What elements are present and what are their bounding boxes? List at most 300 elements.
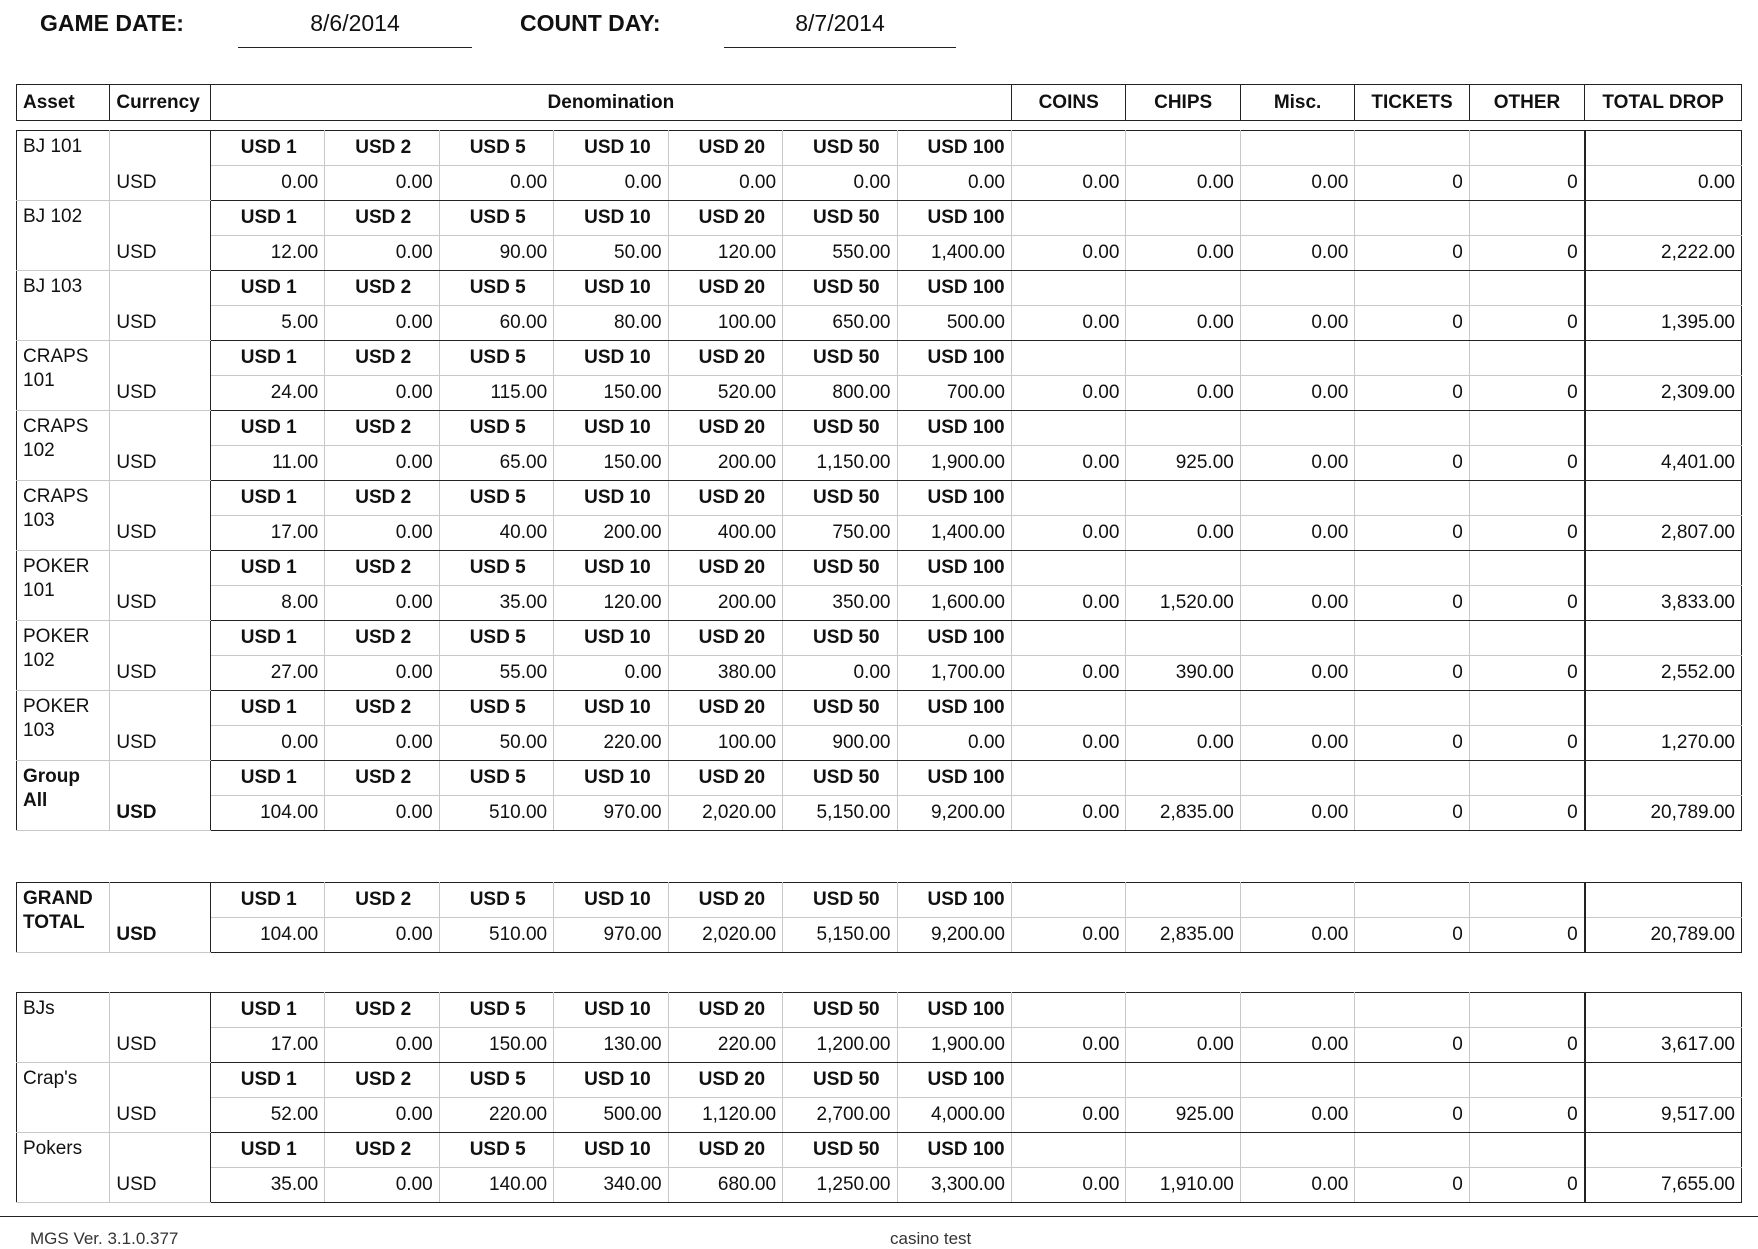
denomination-label: USD 2: [325, 761, 439, 796]
denomination-label: USD 50: [783, 201, 897, 236]
denomination-label: USD 1: [210, 201, 324, 236]
denomination-label: USD 1: [210, 271, 324, 306]
denomination-label: USD 20: [668, 201, 782, 236]
denomination-label: USD 100: [897, 341, 1011, 376]
tickets-value: 0: [1355, 516, 1469, 551]
denomination-value: 0.00: [783, 166, 897, 201]
denomination-label: USD 10: [554, 993, 668, 1028]
denomination-label: USD 1: [210, 481, 324, 516]
denomination-label: USD 5: [439, 1133, 553, 1168]
denomination-label: USD 1: [210, 411, 324, 446]
asset-value-row: [17, 446, 1742, 481]
tickets-column-header: TICKETS: [1355, 85, 1469, 121]
tickets-value: 0: [1355, 166, 1469, 201]
asset-value-row: [17, 656, 1742, 691]
total-drop-value: 4,401.00: [1585, 446, 1742, 481]
denomination-value: 0.00: [439, 166, 553, 201]
report-footer: [0, 1216, 1758, 1248]
total-drop-value: 3,833.00: [1585, 586, 1742, 621]
denomination-label: USD 100: [897, 1063, 1011, 1098]
denomination-label: USD 50: [783, 551, 897, 586]
asset-currency: USD: [110, 551, 210, 621]
asset-name: Crap's: [17, 1063, 110, 1133]
denomination-label: USD 2: [325, 691, 439, 726]
asset-value-row: [17, 586, 1742, 621]
denomination-value: 115.00: [439, 376, 553, 411]
denomination-value: 11.00: [210, 446, 324, 481]
misc-value: 0.00: [1240, 796, 1354, 831]
tickets-value: 0: [1355, 1028, 1469, 1063]
denomination-value: 150.00: [554, 376, 668, 411]
asset-value-row: [17, 516, 1742, 551]
version-label: MGS Ver. 3.1.0.377: [30, 1229, 179, 1248]
denomination-label: USD 2: [325, 993, 439, 1028]
asset-currency: USD: [110, 201, 210, 271]
denomination-label: USD 5: [439, 131, 553, 166]
tickets-value: 0: [1355, 656, 1469, 691]
asset-currency: USD: [110, 883, 210, 953]
denomination-label: USD 1: [210, 551, 324, 586]
total-drop-value: 9,517.00: [1585, 1098, 1742, 1133]
total-drop-value: 1,395.00: [1585, 306, 1742, 341]
denomination-label: USD 2: [325, 201, 439, 236]
denomination-label: USD 100: [897, 271, 1011, 306]
asset-value-row: [17, 1098, 1742, 1133]
other-value: 0: [1469, 1168, 1584, 1203]
denomination-label: USD 1: [210, 761, 324, 796]
chips-value: 0.00: [1126, 1028, 1240, 1063]
game-date-value: 8/6/2014: [238, 10, 472, 48]
denomination-value: 2,020.00: [668, 796, 782, 831]
denomination-value: 150.00: [554, 446, 668, 481]
chips-value: 1,910.00: [1126, 1168, 1240, 1203]
total-drop-value: 2,807.00: [1585, 516, 1742, 551]
asset-name: GRAND TOTAL: [17, 883, 110, 953]
denomination-label: USD 20: [668, 271, 782, 306]
denomination-value: 8.00: [210, 586, 324, 621]
denomination-value: 500.00: [554, 1098, 668, 1133]
misc-value: 0.00: [1240, 586, 1354, 621]
denomination-value: 0.00: [325, 796, 439, 831]
denomination-label: USD 50: [783, 341, 897, 376]
denomination-value: 200.00: [668, 586, 782, 621]
denomination-label: USD 50: [783, 1133, 897, 1168]
denomination-value: 1,900.00: [897, 446, 1011, 481]
chips-value: 2,835.00: [1126, 918, 1240, 953]
asset-currency: USD: [110, 621, 210, 691]
asset-name: POKER 101: [17, 551, 110, 621]
chips-value: 925.00: [1126, 446, 1240, 481]
coins-column-header: COINS: [1011, 85, 1125, 121]
misc-value: 0.00: [1240, 1028, 1354, 1063]
denomination-value: 220.00: [439, 1098, 553, 1133]
misc-value: 0.00: [1240, 166, 1354, 201]
denomination-value: 510.00: [439, 796, 553, 831]
denomination-value: 0.00: [210, 726, 324, 761]
chips-value: 0.00: [1126, 726, 1240, 761]
denomination-label: USD 20: [668, 621, 782, 656]
misc-value: 0.00: [1240, 1168, 1354, 1203]
denomination-label: USD 50: [783, 883, 897, 918]
chips-value: 925.00: [1126, 1098, 1240, 1133]
denomination-value: 9,200.00: [897, 796, 1011, 831]
denomination-value: 0.00: [210, 166, 324, 201]
asset-value-row: [17, 166, 1742, 201]
asset-currency: USD: [110, 761, 210, 831]
denomination-value: 380.00: [668, 656, 782, 691]
denomination-value: 2,700.00: [783, 1098, 897, 1133]
chips-column-header: CHIPS: [1126, 85, 1240, 121]
denomination-value: 4,000.00: [897, 1098, 1011, 1133]
asset-value-row: [17, 918, 1742, 953]
denomination-value: 680.00: [668, 1168, 782, 1203]
denomination-value: 0.00: [325, 306, 439, 341]
asset-value-row: [17, 796, 1742, 831]
denomination-label: USD 1: [210, 993, 324, 1028]
denomination-value: 1,200.00: [783, 1028, 897, 1063]
asset-name: BJ 101: [17, 131, 110, 201]
other-value: 0: [1469, 726, 1584, 761]
denomination-value: 3,300.00: [897, 1168, 1011, 1203]
asset-value-row: [17, 236, 1742, 271]
asset-value-row: [17, 306, 1742, 341]
coins-value: 0.00: [1011, 1098, 1125, 1133]
chips-value: 390.00: [1126, 656, 1240, 691]
denomination-value: 80.00: [554, 306, 668, 341]
denomination-value: 200.00: [668, 446, 782, 481]
asset-currency: USD: [110, 1133, 210, 1203]
asset-currency: USD: [110, 481, 210, 551]
asset-name: CRAPS 101: [17, 341, 110, 411]
misc-value: 0.00: [1240, 376, 1354, 411]
denomination-value: 150.00: [439, 1028, 553, 1063]
denomination-value: 0.00: [325, 726, 439, 761]
denomination-label: USD 5: [439, 761, 553, 796]
denomination-value: 0.00: [783, 656, 897, 691]
other-value: 0: [1469, 376, 1584, 411]
denomination-label: USD 50: [783, 131, 897, 166]
denomination-label: USD 100: [897, 131, 1011, 166]
coins-value: 0.00: [1011, 376, 1125, 411]
denomination-label: USD 5: [439, 341, 553, 376]
asset-name: CRAPS 103: [17, 481, 110, 551]
denomination-value: 750.00: [783, 516, 897, 551]
asset-denomination-row: [17, 691, 1742, 726]
denomination-label: USD 5: [439, 621, 553, 656]
denomination-label: USD 100: [897, 411, 1011, 446]
coins-value: 0.00: [1011, 236, 1125, 271]
coins-value: 0.00: [1011, 516, 1125, 551]
chips-value: 1,520.00: [1126, 586, 1240, 621]
tickets-value: 0: [1355, 918, 1469, 953]
denomination-label: USD 2: [325, 551, 439, 586]
denomination-value: 130.00: [554, 1028, 668, 1063]
chips-value: 0.00: [1126, 166, 1240, 201]
denomination-label: USD 20: [668, 1133, 782, 1168]
count-day-value: 8/7/2014: [724, 10, 956, 48]
denomination-label: USD 20: [668, 883, 782, 918]
grand-total-section: [16, 882, 1742, 953]
asset-denomination-row: [17, 883, 1742, 918]
total-drop-value: 20,789.00: [1585, 918, 1742, 953]
other-value: 0: [1469, 586, 1584, 621]
total-drop-value: 2,309.00: [1585, 376, 1742, 411]
denomination-label: USD 50: [783, 1063, 897, 1098]
denomination-label: USD 5: [439, 201, 553, 236]
asset-name: BJs: [17, 993, 110, 1063]
asset-denomination-row: [17, 1063, 1742, 1098]
denomination-label: USD 10: [554, 883, 668, 918]
asset-currency: USD: [110, 691, 210, 761]
asset-column-header: Asset: [17, 85, 110, 121]
denomination-label: USD 5: [439, 551, 553, 586]
denomination-label: USD 50: [783, 993, 897, 1028]
misc-value: 0.00: [1240, 446, 1354, 481]
coins-value: 0.00: [1011, 1028, 1125, 1063]
denomination-label: USD 50: [783, 411, 897, 446]
denomination-label: USD 2: [325, 131, 439, 166]
denomination-label: USD 50: [783, 761, 897, 796]
game-date-label: GAME DATE:: [40, 10, 184, 36]
denomination-label: USD 5: [439, 883, 553, 918]
denomination-value: 0.00: [325, 166, 439, 201]
denomination-label: USD 100: [897, 201, 1011, 236]
denomination-value: 200.00: [554, 516, 668, 551]
chips-value: 0.00: [1126, 236, 1240, 271]
asset-denomination-row: [17, 411, 1742, 446]
tickets-value: 0: [1355, 446, 1469, 481]
denomination-value: 1,150.00: [783, 446, 897, 481]
misc-value: 0.00: [1240, 1098, 1354, 1133]
tickets-value: 0: [1355, 1168, 1469, 1203]
denomination-value: 5.00: [210, 306, 324, 341]
coins-value: 0.00: [1011, 918, 1125, 953]
total-drop-value: 1,270.00: [1585, 726, 1742, 761]
other-column-header: OTHER: [1469, 85, 1584, 121]
asset-denomination-row: [17, 551, 1742, 586]
denomination-label: USD 5: [439, 691, 553, 726]
denomination-value: 0.00: [325, 1028, 439, 1063]
denomination-label: USD 20: [668, 411, 782, 446]
asset-value-row: [17, 726, 1742, 761]
coins-value: 0.00: [1011, 166, 1125, 201]
denomination-value: 5,150.00: [783, 796, 897, 831]
asset-value-row: [17, 1168, 1742, 1203]
denomination-label: USD 1: [210, 883, 324, 918]
denomination-value: 350.00: [783, 586, 897, 621]
denomination-label: USD 5: [439, 1063, 553, 1098]
denomination-label: USD 10: [554, 1063, 668, 1098]
denomination-value: 900.00: [783, 726, 897, 761]
denomination-value: 27.00: [210, 656, 324, 691]
denomination-value: 0.00: [325, 656, 439, 691]
count-day-label: COUNT DAY:: [520, 10, 661, 36]
denomination-value: 650.00: [783, 306, 897, 341]
denomination-label: USD 100: [897, 761, 1011, 796]
asset-value-row: [17, 1028, 1742, 1063]
tickets-value: 0: [1355, 1098, 1469, 1133]
denomination-label: USD 50: [783, 481, 897, 516]
denomination-label: USD 100: [897, 481, 1011, 516]
denomination-value: 35.00: [210, 1168, 324, 1203]
chips-value: 0.00: [1126, 516, 1240, 551]
denomination-label: USD 2: [325, 883, 439, 918]
denomination-value: 1,400.00: [897, 236, 1011, 271]
denomination-value: 17.00: [210, 1028, 324, 1063]
denomination-value: 55.00: [439, 656, 553, 691]
denomination-value: 0.00: [668, 166, 782, 201]
denomination-label: USD 5: [439, 993, 553, 1028]
tickets-value: 0: [1355, 726, 1469, 761]
other-value: 0: [1469, 306, 1584, 341]
denomination-value: 510.00: [439, 918, 553, 953]
denomination-label: USD 1: [210, 1133, 324, 1168]
denomination-label: USD 100: [897, 1133, 1011, 1168]
other-value: 0: [1469, 166, 1584, 201]
misc-column-header: Misc.: [1240, 85, 1354, 121]
denomination-value: 24.00: [210, 376, 324, 411]
denomination-label: USD 100: [897, 551, 1011, 586]
chips-value: 0.00: [1126, 376, 1240, 411]
denomination-value: 120.00: [554, 586, 668, 621]
other-value: 0: [1469, 918, 1584, 953]
denomination-value: 0.00: [325, 1098, 439, 1133]
denomination-value: 800.00: [783, 376, 897, 411]
other-value: 0: [1469, 796, 1584, 831]
denomination-value: 100.00: [668, 726, 782, 761]
denomination-label: USD 10: [554, 621, 668, 656]
denomination-value: 1,250.00: [783, 1168, 897, 1203]
asset-currency: USD: [110, 993, 210, 1063]
denomination-label: USD 10: [554, 691, 668, 726]
asset-denomination-row: [17, 341, 1742, 376]
asset-currency: USD: [110, 1063, 210, 1133]
denomination-label: USD 100: [897, 993, 1011, 1028]
misc-value: 0.00: [1240, 726, 1354, 761]
denomination-value: 0.00: [897, 166, 1011, 201]
asset-currency: USD: [110, 411, 210, 481]
denomination-value: 65.00: [439, 446, 553, 481]
tickets-value: 0: [1355, 306, 1469, 341]
denomination-value: 104.00: [210, 918, 324, 953]
denomination-label: USD 10: [554, 551, 668, 586]
currency-column-header: Currency: [110, 85, 210, 121]
tickets-value: 0: [1355, 586, 1469, 621]
denomination-value: 220.00: [668, 1028, 782, 1063]
total-drop-value: 2,222.00: [1585, 236, 1742, 271]
denomination-label: USD 10: [554, 271, 668, 306]
denomination-label: USD 10: [554, 341, 668, 376]
denomination-value: 104.00: [210, 796, 324, 831]
denomination-label: USD 20: [668, 993, 782, 1028]
denomination-value: 520.00: [668, 376, 782, 411]
denomination-label: USD 50: [783, 271, 897, 306]
other-value: 0: [1469, 516, 1584, 551]
denomination-value: 0.00: [897, 726, 1011, 761]
denomination-label: USD 20: [668, 131, 782, 166]
denomination-value: 140.00: [439, 1168, 553, 1203]
denomination-label: USD 100: [897, 621, 1011, 656]
denomination-value: 52.00: [210, 1098, 324, 1133]
denomination-value: 1,700.00: [897, 656, 1011, 691]
denomination-value: 50.00: [439, 726, 553, 761]
asset-denomination-row: [17, 761, 1742, 796]
denomination-value: 40.00: [439, 516, 553, 551]
total-drop-column-header: TOTAL DROP: [1585, 85, 1742, 121]
denomination-label: USD 20: [668, 691, 782, 726]
chips-value: 2,835.00: [1126, 796, 1240, 831]
denomination-label: USD 1: [210, 131, 324, 166]
coins-value: 0.00: [1011, 586, 1125, 621]
total-drop-value: 2,552.00: [1585, 656, 1742, 691]
denomination-value: 12.00: [210, 236, 324, 271]
denomination-label: USD 20: [668, 481, 782, 516]
denomination-label: USD 5: [439, 271, 553, 306]
denomination-label: USD 1: [210, 341, 324, 376]
denomination-value: 1,900.00: [897, 1028, 1011, 1063]
denomination-label: USD 5: [439, 481, 553, 516]
denomination-value: 1,600.00: [897, 586, 1011, 621]
other-value: 0: [1469, 236, 1584, 271]
denomination-value: 1,400.00: [897, 516, 1011, 551]
denomination-value: 340.00: [554, 1168, 668, 1203]
asset-name: POKER 103: [17, 691, 110, 761]
denomination-value: 400.00: [668, 516, 782, 551]
denomination-label: USD 10: [554, 1133, 668, 1168]
denomination-label: USD 2: [325, 1133, 439, 1168]
chips-value: 0.00: [1126, 306, 1240, 341]
asset-name: CRAPS 102: [17, 411, 110, 481]
denomination-label: USD 2: [325, 1063, 439, 1098]
misc-value: 0.00: [1240, 306, 1354, 341]
denomination-value: 0.00: [325, 918, 439, 953]
denomination-value: 0.00: [325, 446, 439, 481]
misc-value: 0.00: [1240, 918, 1354, 953]
tickets-value: 0: [1355, 376, 1469, 411]
asset-section: [16, 130, 1742, 831]
misc-value: 0.00: [1240, 656, 1354, 691]
denomination-label: USD 20: [668, 551, 782, 586]
denomination-value: 100.00: [668, 306, 782, 341]
denomination-value: 0.00: [325, 1168, 439, 1203]
asset-denomination-row: [17, 1133, 1742, 1168]
denomination-label: USD 10: [554, 761, 668, 796]
denomination-value: 9,200.00: [897, 918, 1011, 953]
denomination-label: USD 2: [325, 411, 439, 446]
asset-value-row: [17, 376, 1742, 411]
asset-denomination-row: [17, 201, 1742, 236]
denomination-label: USD 5: [439, 411, 553, 446]
coins-value: 0.00: [1011, 446, 1125, 481]
denomination-value: 50.00: [554, 236, 668, 271]
denomination-label: USD 1: [210, 691, 324, 726]
denomination-value: 35.00: [439, 586, 553, 621]
other-value: 0: [1469, 446, 1584, 481]
column-header: [16, 84, 1742, 121]
denomination-value: 220.00: [554, 726, 668, 761]
asset-currency: USD: [110, 341, 210, 411]
asset-name: BJ 103: [17, 271, 110, 341]
denomination-label: USD 10: [554, 411, 668, 446]
tickets-value: 0: [1355, 236, 1469, 271]
denomination-column-header: Denomination: [210, 85, 1011, 121]
denomination-label: USD 10: [554, 201, 668, 236]
denomination-label: USD 2: [325, 481, 439, 516]
denomination-value: 120.00: [668, 236, 782, 271]
denomination-label: USD 50: [783, 691, 897, 726]
asset-name: Group All: [17, 761, 110, 831]
denomination-value: 17.00: [210, 516, 324, 551]
